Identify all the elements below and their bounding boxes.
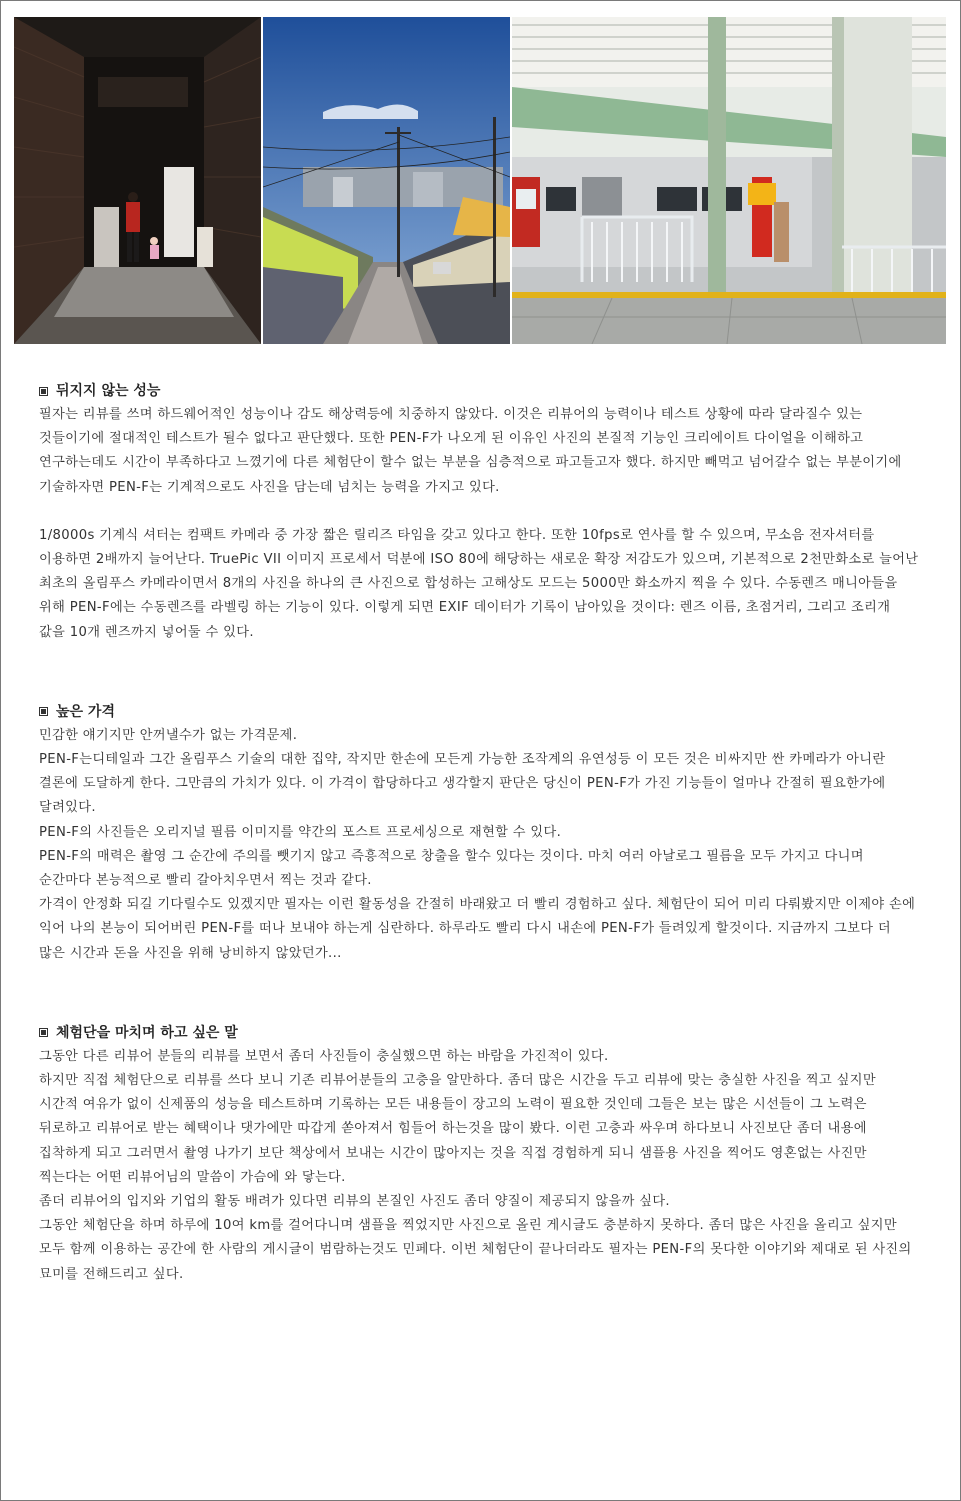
section-heading bbox=[39, 379, 919, 403]
paragraph: 민감한 얘기지만 안꺼낼수가 없는 가격문제. bbox=[39, 727, 298, 743]
square-bullet-icon bbox=[39, 1028, 48, 1037]
street-photo bbox=[263, 17, 510, 344]
paragraph: PEN-F의 매력은 촬영 그 순간에 주의를 뺏기지 않고 즉흥적으로 창출을 할수 있다는 것이다. 마치 여러 아날로그 필름을 모두 가지고 다니며 순간마다 본능적으로 빨리 갈아치우면서 찍는 것과 같다. bbox=[39, 848, 864, 889]
section-closing bbox=[39, 1021, 919, 1287]
square-bullet-icon bbox=[39, 387, 48, 396]
paragraph: 하지만 직접 체험단으로 리뷰를 쓰다 보니 기존 리뷰어분들의 고충을 알만하다. 좀더 많은 시간을 두고 리뷰에 맞는 충실한 사진을 찍고 싶지만 시간적 여유가 없이 신제품의 성능을 테스트하며 기록하는 모든 내용들이 장고의 노력이 필요한 것인데 그들은 보는 많은 시선들이 그 노력은 뒤로하고 리뷰어로 받는 혜택이나 댓가에만 따갑게 쏟아져서 힘들어 하는것을 많이 봤다. 이런 고충과 싸우며 하다보니 사진보단 좀더 내용에 집착하게 되고 그러면서 촬영 나가기 보단 책상에서 보내는 시간이 많아지는 것을 직접 경험하게 되니 샘플용 사진을 찍어도 영혼없는 사진만 찍는다는 어떤 리뷰어님의 말씀이 가슴에 와 닿는다. bbox=[39, 1073, 876, 1185]
paragraph: 그동안 다른 리뷰어 분들의 리뷰를 보면서 좀더 사진들이 충실했으면 하는 바람을 가진적이 있다. bbox=[39, 1048, 609, 1064]
paragraph: 그동안 체험단을 하며 하루에 10여 km를 걸어다니며 샘플을 찍었지만 사진으로 올린 게시글도 충분하지 못하다. 좀더 많은 사진을 올리고 싶지만 모두 함께 이용하는 공간에 한 사람의 게시글이 범람하는것도 민페다. 이번 체험단이 끝나더라도 필자는 PEN-F의 못다한 이야기와 제대로 된 사진의 묘미를 전해드리고 싶다. bbox=[39, 1218, 912, 1282]
paragraph: 1/8000s 기계식 셔터는 컴팩트 카메라 중 가장 짧은 릴리즈 타임을 갖고 있다고 한다. 또한 10fps로 연사를 할 수 있으며, 무소음 전자셔터를 이용하면 2배까지 늘어난다. TruePic VII 이미지 프로세서 덕분에 ISO 80에 해당하는 새로운 확장 저감도가 있으며, 기본적으로 2천만화소로 늘어난 최초의 올림푸스 카메라이면서 8개의 사진을 하나의 큰 사진으로 합성하는 고해상도 모드는 5000만 화소까지 찍을 수 있다. 수동렌즈 매니아들을 위해 PEN-F에는 수동렌즈를 라벨링 하는 기능이 있다. 이렇게 되면 EXIF 데이터가 기록이 남아있을 것이다: 렌즈 이름, 초점거리, 그리고 조리개 값을 10개 렌즈까지 넣어둘 수 있다. bbox=[39, 527, 919, 640]
section-title: 뒤지지 않는 성능 bbox=[56, 383, 161, 399]
section-performance bbox=[39, 379, 919, 645]
article-content bbox=[39, 379, 919, 1287]
section-title: 높은 가격 bbox=[56, 703, 115, 720]
train-photo bbox=[512, 17, 946, 344]
paragraph: PEN-F는디테일과 그간 올림푸스 기술의 대한 집약, 작지만 한손에 모든게 가능한 조작계의 유연성등 이 모든 것은 비싸지만 싼 카메라가 아니란 결론에 도달하게 한다. 그만큼의 가치가 있다. 이 가격이 합당하다고 생각할지 판단은 당신이 PEN-F가 가진 기능들이 얼마나 간절히 필요한가에 달려있다. bbox=[39, 752, 886, 816]
section-price bbox=[39, 700, 919, 966]
alley-photo bbox=[14, 17, 261, 344]
paragraph: 필자는 리뷰를 쓰며 하드웨어적인 성능이나 감도 해상력등에 치중하지 않았다. 이것은 리뷰어의 능력이나 테스트 상황에 따라 달라질수 있는 것들이기에 절대적인 테스트가 될수 없다고 판단했다. 또한 PEN-F가 나오게 된 이유인 사진의 본질적 기능인 크리에이트 다이얼을 이해하고 연구하는데도 시간이 부족하다고 느꼈기에 다른 체험단이 할수 없는 부분을 심층적으로 파고들고자 했다. 하지만 빼먹고 넘어갈수 없는 부분이기에 기술하자면 PEN-F는 기계적으로도 사진을 담는데 넘치는 능력을 가지고 있다. bbox=[39, 407, 902, 495]
square-bullet-icon bbox=[39, 707, 48, 716]
photo-strip bbox=[14, 17, 947, 345]
section-title: 체험단을 마치며 하고 싶은 말 bbox=[56, 1024, 238, 1041]
paragraph: 가격이 안정화 되길 기다릴수도 있겠지만 필자는 이런 활동성을 간절히 바래왔고 더 빨리 경험하고 싶다. 체험단이 되어 미리 다뤄봤지만 이제야 손에 익어 나의 본능이 되어버린 PEN-F를 떠나 보내야 하는게 심란하다. 하루라도 빨리 다시 내손에 PEN-F가 들려있게 할것이다. 지금까지 그보다 더 많은 시간과 돈을 사진을 위해 낭비하지 않았던가... bbox=[39, 897, 916, 961]
paragraph: 좀더 리뷰어의 입지와 기업의 활동 배려가 있다면 리뷰의 본질인 사진도 좀더 양질이 제공되지 않을까 싶다. bbox=[39, 1194, 670, 1210]
paragraph: PEN-F의 사진들은 오리지널 필름 이미지를 약간의 포스트 프로세싱으로 재현할 수 있다. bbox=[39, 824, 562, 840]
section-heading bbox=[39, 1021, 919, 1045]
section-heading bbox=[39, 700, 919, 724]
